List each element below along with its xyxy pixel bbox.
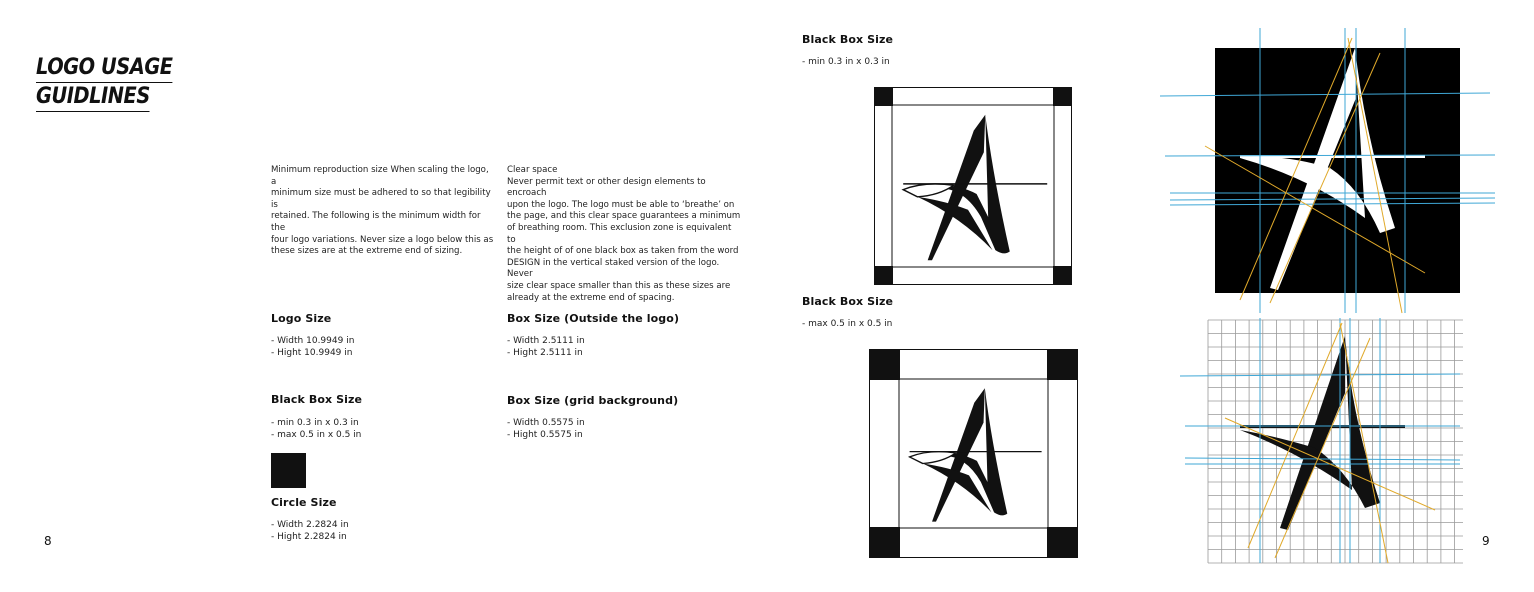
- max-black-box-value: - max 0.5 in x 0.5 in: [802, 319, 893, 329]
- min-black-box-value: - min 0.3 in x 0.3 in: [802, 57, 890, 67]
- corner-box-bottom-right: [1047, 527, 1078, 558]
- title-line-1: LOGO USAGE: [36, 54, 173, 83]
- logo-construction-grid-figure: [1180, 318, 1470, 566]
- black-box-sample: [271, 453, 306, 488]
- logo-min-clearspace-figure: [874, 87, 1072, 285]
- min-black-box-heading: Black Box Size: [802, 33, 894, 46]
- page-title: [36, 54, 173, 112]
- box-size-grid-heading: Box Size (grid background): [507, 394, 679, 407]
- black-box-size-heading: Black Box Size: [271, 393, 363, 406]
- black-box-size-values: - min 0.3 in x 0.3 in - max 0.5 in x 0.5 in: [271, 418, 362, 440]
- corner-box-bottom-right: [1053, 266, 1072, 285]
- clear-space-paragraph: Clear space Never permit text or other design elements to encroach upon the logo. The logo must be able to ‘breathe’ on the page, and this clear space guarantees a minimum of breathing room. This exclusion zone is equivalent to the height of of one black box as taken from the word DESIGN in the vertical staked version of the logo. Never size clear space smaller than this as these sizes are already at the extreme end of spacing.: [507, 165, 741, 303]
- box-size-outside-values: - Width 2.5111 in - Hight 2.5111 in: [507, 336, 585, 358]
- corner-box-top-right: [1053, 87, 1072, 106]
- corner-box-top-left: [869, 349, 900, 380]
- max-black-box-heading: Black Box Size: [802, 295, 894, 308]
- page-number-left: 8: [44, 534, 52, 548]
- circle-size-heading: Circle Size: [271, 496, 337, 509]
- star-a-logo: [910, 388, 1042, 521]
- corner-box-bottom-left: [869, 527, 900, 558]
- box-size-outside-heading: Box Size (Outside the logo): [507, 312, 680, 325]
- corner-box-top-right: [1047, 349, 1078, 380]
- logo-size-values: - Width 10.9949 in - Hight 10.9949 in: [271, 336, 355, 358]
- circle-size-values: - Width 2.2824 in - Hight 2.2824 in: [271, 520, 349, 542]
- logo-size-heading: Logo Size: [271, 312, 332, 325]
- corner-box-top-left: [874, 87, 893, 106]
- min-reproduction-paragraph: Minimum reproduction size When scaling the logo, a minimum size must be adhered to so that legibility is retained. The following is the minimum width for the four logo variations. Never size a logo below this as these sizes are at the extreme end of sizing.: [271, 165, 494, 257]
- corner-box-bottom-left: [874, 266, 893, 285]
- logo-construction-black-figure: [1160, 28, 1500, 318]
- page-number-right: 9: [1482, 534, 1490, 548]
- star-a-logo: [903, 115, 1047, 260]
- box-size-grid-values: - Width 0.5575 in - Hight 0.5575 in: [507, 418, 585, 440]
- title-line-2: GUIDLINES: [36, 83, 150, 112]
- logo-max-clearspace-figure: [869, 349, 1078, 558]
- background-grid: [1208, 320, 1463, 563]
